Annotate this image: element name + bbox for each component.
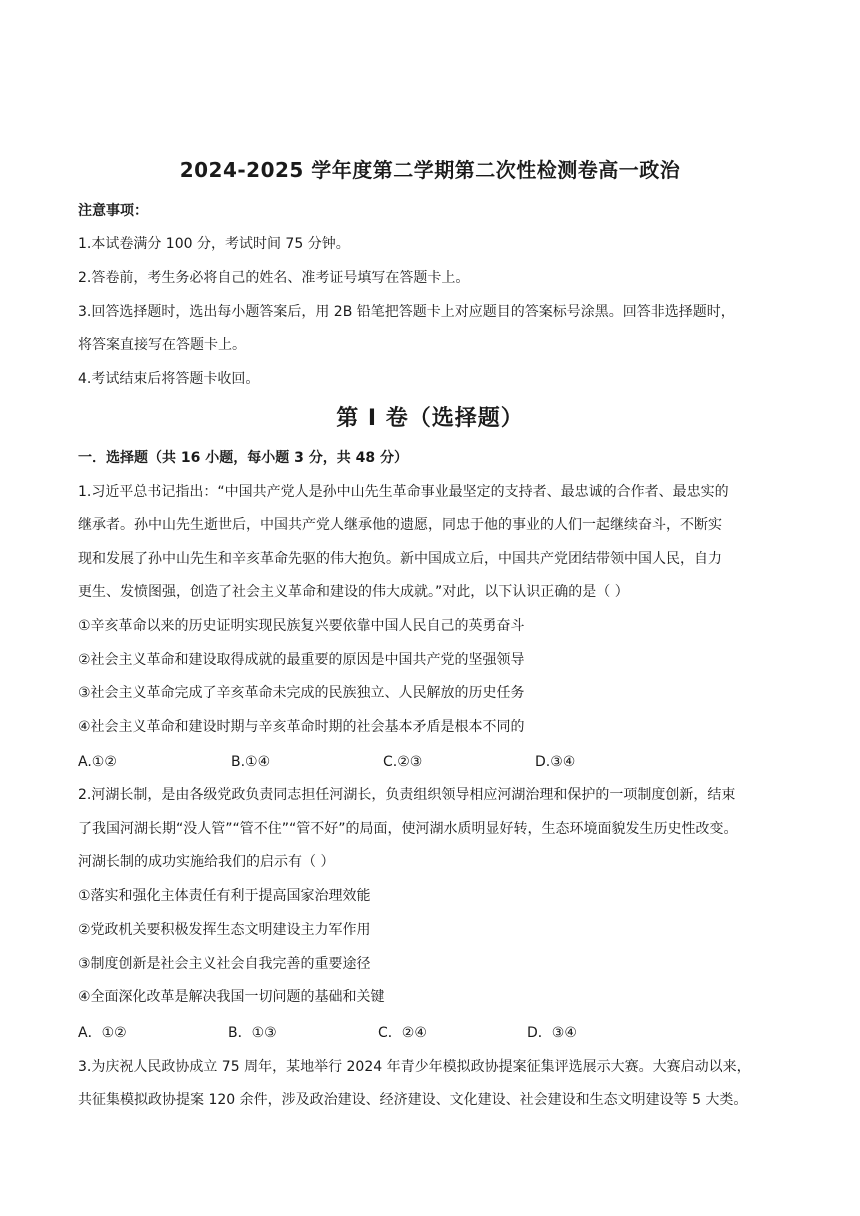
question-2-statement: ①落实和强化主体责任有利于提高国家治理效能	[78, 888, 371, 904]
notice-item: 1.本试卷满分 100 分，考试时间 75 分钟。	[78, 236, 350, 252]
question-2-statement: ④全面深化改革是解决我国一切问题的基础和关键	[78, 989, 385, 1005]
question-2-option-c: C．②④	[378, 1025, 427, 1041]
question-2-statement: ②党政机关要积极发挥生态文明建设主力军作用	[78, 922, 371, 938]
question-1-option-c: C.②③	[383, 754, 423, 770]
notice-item: 4.考试结束后将答题卡收回。	[78, 371, 260, 387]
question-1-statement: ①辛亥革命以来的历史证明实现民族复兴要依靠中国人民自己的英勇奋斗	[78, 618, 525, 634]
question-1-statement: ②社会主义革命和建设取得成就的最重要的原因是中国共产党的坚强领导	[78, 652, 525, 668]
question-1-text: 1.习近平总书记指出：“中国共产党人是孙中山先生革命事业最坚定的支持者、最忠诚的合作者、最忠实的	[78, 484, 729, 500]
question-1-option-a: A.①②	[78, 754, 117, 770]
question-1-text: 继承者。孙中山先生逝世后，中国共产党人继承他的遗愿，同忠于他的事业的人们一起继续奋斗，不断实	[78, 517, 722, 533]
question-2-text: 了我国河湖长期“没人管”“管不住”“管不好”的局面，使河湖水质明显好转，生态环境面貌发生历史性改变。	[78, 821, 738, 837]
question-1-statement: ③社会主义革命完成了辛亥革命未完成的民族独立、人民解放的历史任务	[78, 685, 525, 701]
question-1-text: 更生、发愤图强，创造了社会主义革命和建设的伟大成就。”对此，以下认识正确的是（ ）	[78, 584, 629, 600]
section-title: 第 I 卷（选择题）	[336, 406, 524, 431]
question-2-text: 2.河湖长制，是由各级党政负责同志担任河湖长，负责组织领导相应河湖治理和保护的一项制度创新，结束	[78, 787, 736, 803]
question-2-option-a: A．①②	[78, 1025, 127, 1041]
question-2-option-d: D．③④	[527, 1025, 577, 1041]
question-2-statement: ③制度创新是社会主义社会自我完善的重要途径	[78, 956, 371, 972]
notice-item: 3.回答选择题时，选出每小题答案后，用 2B 铅笔把答题卡上对应题目的答案标号涂黑。回答非选择题时，	[78, 304, 735, 320]
question-1-option-d: D.③④	[535, 754, 576, 770]
notice-heading: 注意事项：	[78, 203, 148, 219]
question-1-option-b: B.①④	[231, 754, 271, 770]
page-title: 2024-2025 学年度第二学期第二次性检测卷高一政治	[179, 158, 681, 182]
question-3-text: 3.为庆祝人民政协成立 75 周年，某地举行 2024 年青少年模拟政协提案征集评选展示大赛。大赛启动以来，	[78, 1059, 751, 1075]
part-heading: 一．选择题（共 16 小题，每小题 3 分，共 48 分）	[78, 450, 408, 466]
notice-item: 2.答卷前，考生务必将自己的姓名、准考证号填写在答题卡上。	[78, 270, 470, 286]
question-3-text: 共征集模拟政协提案 120 余件，涉及政治建设、经济建设、文化建设、社会建设和生态文明建设等 5 大类。	[78, 1092, 748, 1108]
notice-item: 将答案直接写在答题卡上。	[78, 337, 246, 353]
question-2-option-b: B．①③	[228, 1025, 277, 1041]
question-2-text: 河湖长制的成功实施给我们的启示有（ ）	[78, 854, 335, 870]
question-1-statement: ④社会主义革命和建设时期与辛亥革命时期的社会基本矛盾是根本不同的	[78, 719, 525, 735]
question-1-text: 现和发展了孙中山先生和辛亥革命先驱的伟大抱负。新中国成立后，中国共产党团结带领中国人民，自力	[78, 551, 722, 567]
